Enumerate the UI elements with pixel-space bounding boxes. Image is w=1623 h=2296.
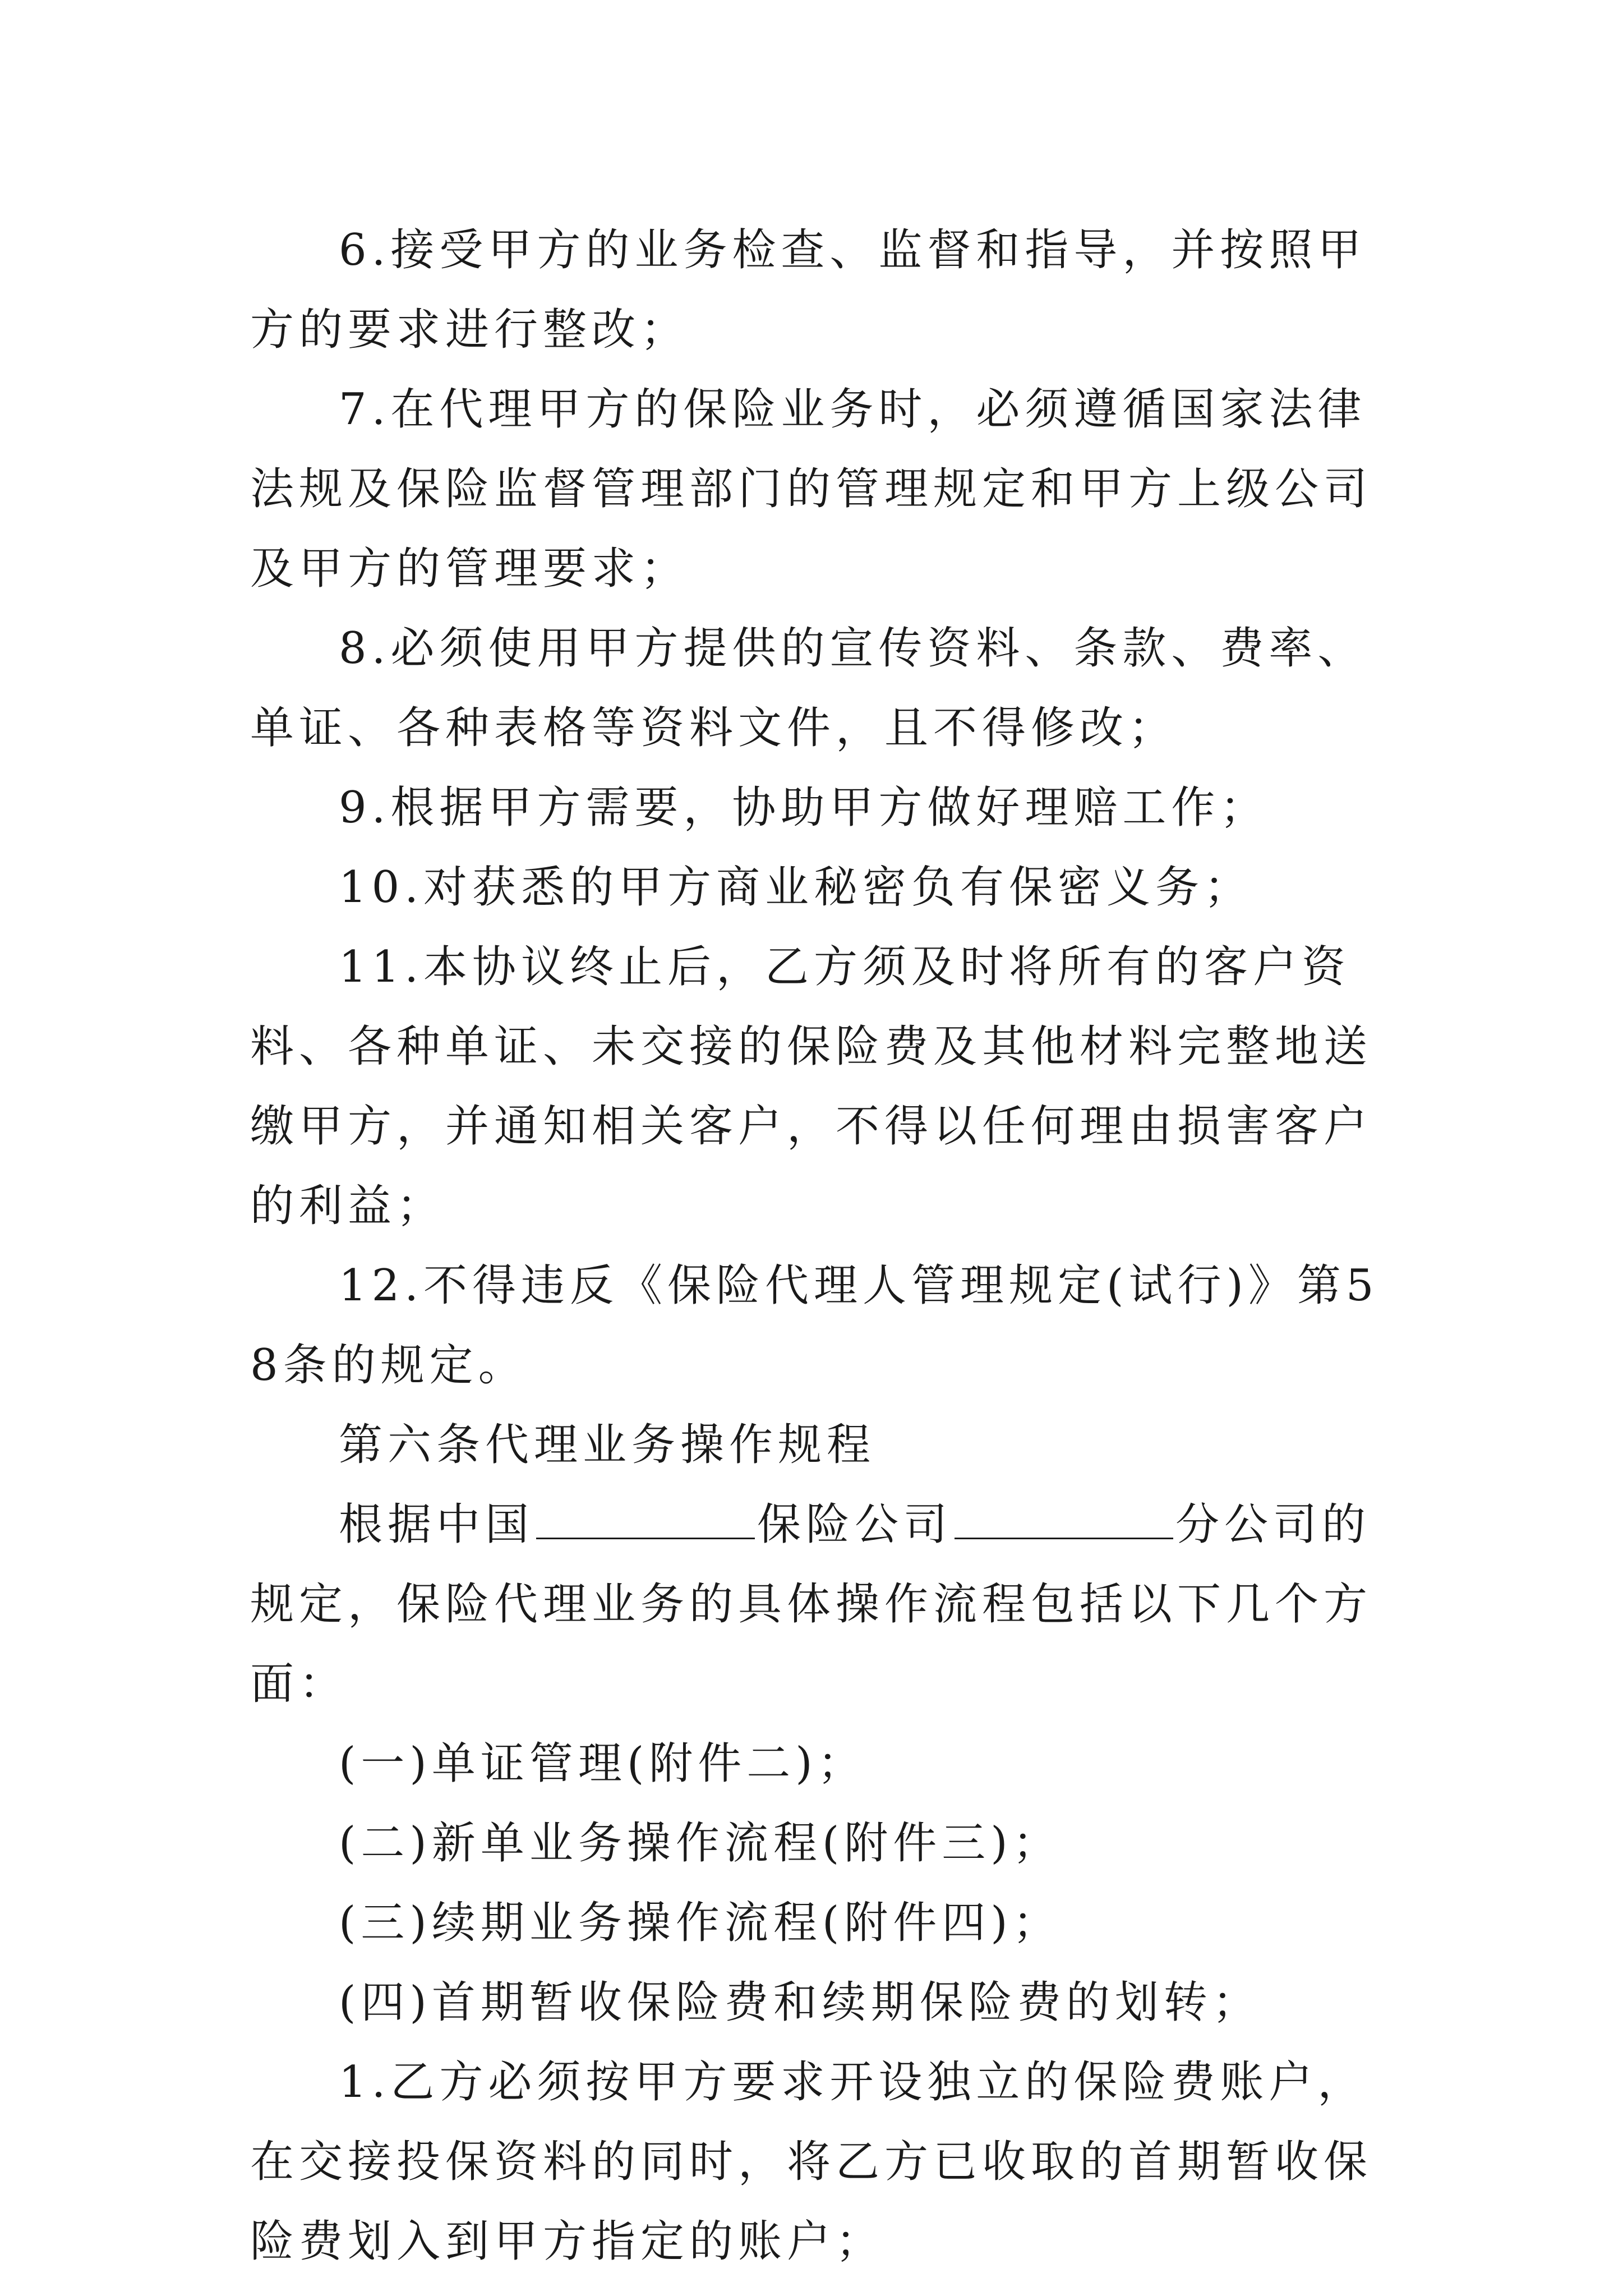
clause-12: 12.不得违反《保险代理人管理规定(试行)》第58条的规定。	[250, 1260, 1379, 1391]
intro-part-a: 根据中国	[339, 1499, 534, 1550]
clause-7: 7.在代理甲方的保险业务时，必须遵循国家法律法规及保险监督管理部门的管理规定和甲方上级公司及甲方的管理要求；	[250, 384, 1373, 594]
article-6-intro	[250, 1485, 1394, 1724]
list-item-4: (四)首期暂收保险费和续期保险费的划转；	[339, 1977, 1261, 2028]
fill-in-blank-branch[interactable]	[955, 1498, 1173, 1539]
list-item-3: (三)续期业务操作流程(附件四)；	[339, 1898, 1062, 1948]
clause-6: 6.接受甲方的业务检查、监督和指导，并按照甲方的要求进行整改；	[250, 225, 1367, 355]
clause-11: 11.本协议终止后，乙方须及时将所有的客户资料、各种单证、未交接的保险费及其他材料完整地送缴甲方，并通知相关客户，不得以任何理由损害客户的利益；	[250, 942, 1373, 1231]
list-item-1: (一)单证管理(附件二)；	[339, 1738, 866, 1789]
clause-8: 8.必须使用甲方提供的宣传资料、条款、费率、单证、各种表格等资料文件，且不得修改；	[250, 623, 1367, 753]
clause-10: 10.对获悉的甲方商业秘密负有保密义务；	[339, 862, 1253, 913]
intro-part-b: 保险公司	[757, 1499, 953, 1550]
fill-in-blank-company[interactable]	[536, 1498, 755, 1539]
document-body	[250, 210, 1394, 2281]
list-item-2: (二)新单业务操作流程(附件三)；	[339, 1818, 1062, 1869]
sub-item-1: 1.乙方必须按甲方要求开设独立的保险费账户，在交接投保资料的同时，将乙方已收取的首期暂收保险费划入到甲方指定的账户；	[250, 2057, 1373, 2267]
clause-9: 9.根据甲方需要，协助甲方做好理赔工作；	[339, 783, 1269, 833]
intro-part-c: 分公司的规定，保险代理业务的具体操作流程包括以下几个方面：	[250, 1499, 1373, 1709]
article-6-title: 第六条代理业务操作规程	[339, 1420, 876, 1470]
